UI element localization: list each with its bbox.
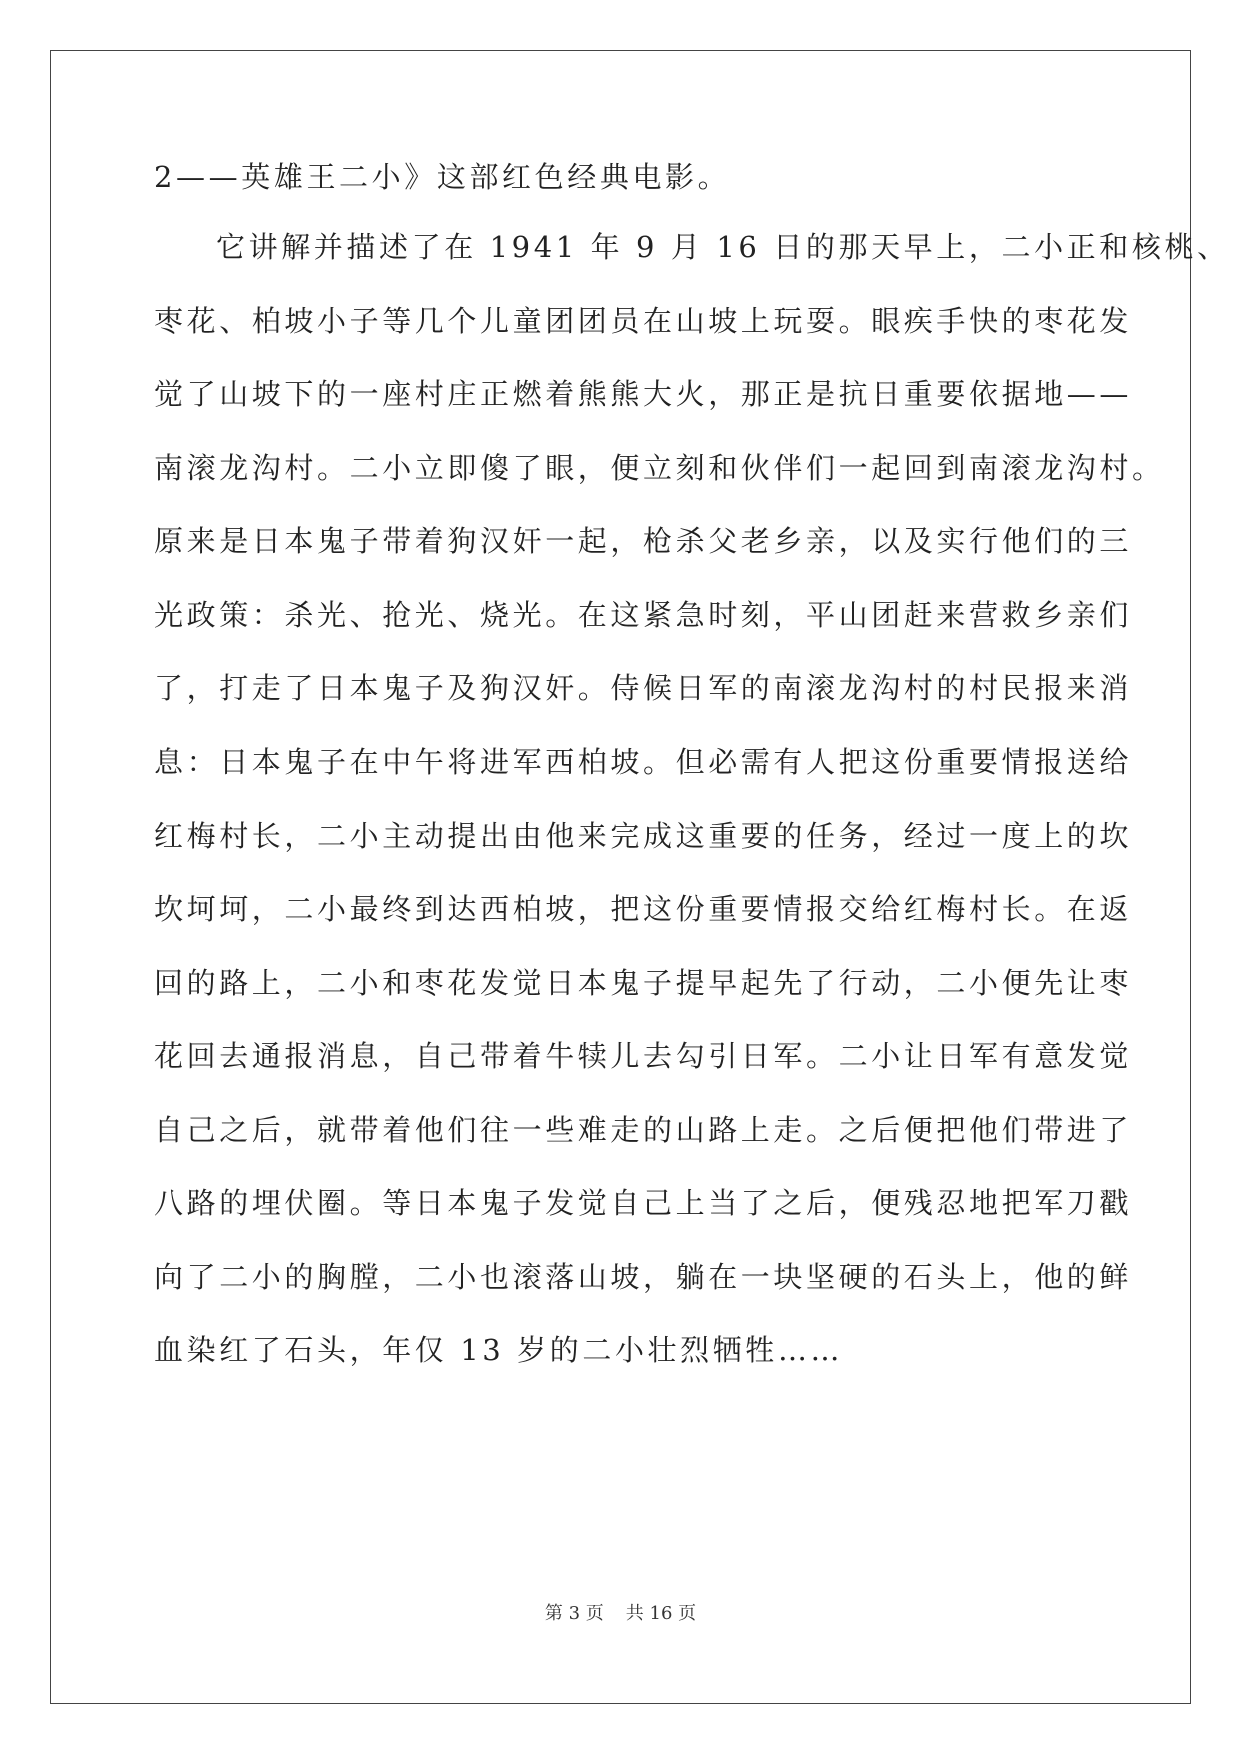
text-line-7: 光政策：杀光、抢光、烧光。在这紧急时刻，平山团赶来营救乡亲们 (154, 598, 1133, 632)
text-line-17: 血染红了石头，年仅 13 岁的二小壮烈牺牲…… (154, 1333, 844, 1367)
text-line-14: 自己之后，就带着他们往一些难走的山路上走。之后便把他们带进了 (154, 1113, 1133, 1147)
text-line-3: 枣花、柏坡小子等几个儿童团团员在山坡上玩耍。眼疾手快的枣花发 (154, 304, 1133, 338)
text-line-1: 2——英雄王二小》这部红色经典电影。 (154, 160, 731, 194)
text-line-2: 它讲解并描述了在 1941 年 9 月 16 日的那天早上，二小正和核桃、 (216, 230, 1230, 264)
text-line-4: 觉了山坡下的一座村庄正燃着熊熊大火，那正是抗日重要依据地—— (154, 377, 1133, 411)
text-line-12: 回的路上，二小和枣花发觉日本鬼子提早起先了行动，二小便先让枣 (154, 966, 1133, 1000)
text-line-9: 息：日本鬼子在中午将进军西柏坡。但必需有人把这份重要情报送给 (154, 745, 1133, 779)
page-border (50, 50, 1191, 1704)
page-total: 共 16 页 (625, 1603, 697, 1624)
text-line-8: 了，打走了日本鬼子及狗汉奸。侍候日军的南滚龙沟村的村民报来消 (154, 671, 1133, 705)
text-line-11: 坎坷坷，二小最终到达西柏坡，把这份重要情报交给红梅村长。在返 (154, 892, 1133, 926)
text-line-15: 八路的埋伏圈。等日本鬼子发觉自己上当了之后，便残忍地把军刀戳 (154, 1186, 1133, 1220)
text-line-10: 红梅村长，二小主动提出由他来完成这重要的任务，经过一度上的坎 (154, 819, 1133, 853)
text-line-13: 花回去通报消息，自己带着牛犊儿去勾引日军。二小让日军有意发觉 (154, 1039, 1133, 1073)
text-line-6: 原来是日本鬼子带着狗汉奸一起，枪杀父老乡亲，以及实行他们的三 (154, 524, 1133, 558)
page-footer (0, 1599, 1241, 1629)
text-line-16: 向了二小的胸膛，二小也滚落山坡，躺在一块坚硬的石头上，他的鲜 (154, 1260, 1133, 1294)
page-number: 第 3 页 (544, 1603, 604, 1624)
text-line-5: 南滚龙沟村。二小立即傻了眼，便立刻和伙伴们一起回到南滚龙沟村。 (154, 451, 1165, 485)
